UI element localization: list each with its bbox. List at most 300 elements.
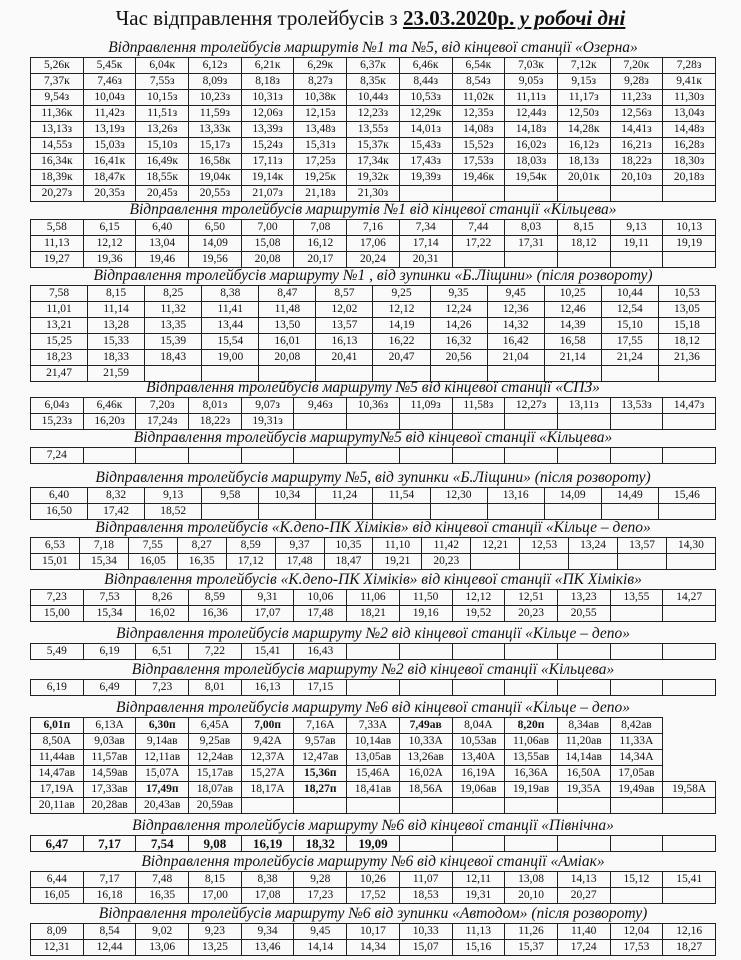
departure-time-cell: 19,27	[31, 252, 84, 268]
departure-time-cell: 19,19ав	[505, 782, 558, 798]
departure-time-cell: 16,49к	[136, 154, 189, 170]
departure-time-cell: 11,40	[557, 924, 610, 940]
departure-time-cell: 10,35	[324, 538, 373, 554]
departure-time-cell: 11,44ав	[31, 750, 84, 766]
table-row	[31, 302, 716, 318]
departure-time-cell: 15,17з	[189, 138, 242, 154]
departure-time-cell: 15,34	[83, 606, 136, 622]
departure-time-cell: 12,44з	[505, 106, 558, 122]
departure-time-cell: 17,08	[241, 888, 294, 904]
departure-time-cell: 20,35з	[83, 186, 136, 202]
departure-time-cell: 12,02	[316, 302, 373, 318]
departure-time-cell: 17,05ав	[610, 766, 663, 782]
departure-time-cell: 8,57	[316, 286, 373, 302]
departure-time-cell: 20,41	[316, 350, 373, 366]
departure-time-cell: 20,27з	[31, 186, 84, 202]
departure-time-cell: 8,25	[145, 286, 202, 302]
departure-time-cell: 15,46	[658, 488, 715, 504]
departure-time-cell: 19,09	[347, 836, 400, 852]
section-heading: Відправлення тролейбусів маршруту №2 від кінцевої станції «Кільцева»	[131, 661, 615, 678]
departure-time-cell: 21,18з	[294, 186, 347, 202]
table-row	[31, 154, 716, 170]
departure-time-cell: 14,47з	[663, 398, 716, 414]
departure-time-cell: 13,50	[259, 318, 316, 334]
departure-time-cell: 17,07	[241, 606, 294, 622]
departure-time-cell: 6,44	[31, 872, 84, 888]
departure-time-cell: 19,06ав	[452, 782, 505, 798]
departure-time-cell: 18,30з	[663, 154, 716, 170]
departure-time-cell: 10,04з	[83, 90, 136, 106]
departure-time-cell: 10,53ав	[452, 734, 505, 750]
departure-time-cell: 11,07	[399, 872, 452, 888]
section-heading: Відправлення тролейбусів маршруту №1 , від зупинки «Б.Ліщини» (після розвороту)	[93, 267, 653, 284]
departure-time-cell: 6,40	[136, 220, 189, 236]
departure-time-cell: 8,44з	[399, 74, 452, 90]
schedule-section	[30, 200, 716, 268]
schedule-section	[30, 38, 716, 202]
departure-time-cell: 20,01к	[557, 170, 610, 186]
table-row	[31, 782, 716, 798]
departure-time-cell: 17,23	[294, 888, 347, 904]
departure-time-cell: 17,49п	[136, 782, 189, 798]
departure-time-cell: 21,36	[658, 350, 715, 366]
departure-time-cell: 21,04	[487, 350, 544, 366]
departure-time-cell	[399, 798, 452, 814]
departure-time-cell: 14,39	[544, 318, 601, 334]
departure-time-cell: 6,51	[136, 644, 189, 660]
departure-time-cell: 10,44з	[347, 90, 400, 106]
departure-time-cell: 13,04	[136, 236, 189, 252]
schedule-section	[30, 266, 716, 382]
departure-time-cell: 10,36з	[347, 398, 400, 414]
departure-time-cell: 13,57	[618, 538, 667, 554]
departure-time-cell: 7,17	[83, 872, 136, 888]
departure-time-cell	[505, 448, 558, 464]
table-row	[31, 734, 716, 750]
departure-time-cell: 10,23з	[189, 90, 242, 106]
departure-time-cell: 16,50	[31, 504, 88, 520]
departure-time-cell: 18,17А	[241, 782, 294, 798]
departure-time-cell: 15,34	[79, 554, 128, 570]
table-row	[31, 538, 716, 554]
departure-table	[30, 835, 716, 852]
departure-time-cell: 14,49	[601, 488, 658, 504]
departure-time-cell: 6,21к	[241, 58, 294, 74]
departure-time-cell: 10,06	[294, 590, 347, 606]
departure-time-cell: 13,55з	[347, 122, 400, 138]
departure-time-cell: 8,15	[557, 220, 610, 236]
departure-time-cell: 15,00	[31, 606, 84, 622]
departure-time-cell	[557, 836, 610, 852]
departure-time-cell: 11,36к	[31, 106, 84, 122]
departure-time-cell: 16,12	[294, 236, 347, 252]
departure-time-cell: 12,16	[663, 924, 716, 940]
departure-time-cell	[557, 680, 610, 696]
departure-time-cell: 11,13	[452, 924, 505, 940]
departure-time-cell: 14,19	[373, 318, 430, 334]
departure-time-cell: 9,28з	[610, 74, 663, 90]
departure-time-cell: 6,46к	[399, 58, 452, 74]
departure-time-cell: 18,47к	[83, 170, 136, 186]
departure-time-cell: 20,17	[294, 252, 347, 268]
departure-time-cell: 16,32	[430, 334, 487, 350]
departure-time-cell: 7,46з	[83, 74, 136, 90]
departure-time-cell: 7,48	[136, 872, 189, 888]
departure-time-cell	[452, 680, 505, 696]
departure-time-cell: 15,31з	[294, 138, 347, 154]
departure-time-cell: 7,23	[31, 590, 84, 606]
departure-time-cell: 9,35	[430, 286, 487, 302]
departure-time-cell: 6,19	[83, 644, 136, 660]
departure-time-cell: 15,25	[31, 334, 88, 350]
departure-time-cell: 19,19	[663, 236, 716, 252]
departure-time-cell: 14,14ав	[557, 750, 610, 766]
section-heading: Відправлення тролейбусів маршруту №6 від кінцевої станції «Кільце – депо»	[116, 699, 630, 716]
departure-time-cell: 13,08	[505, 872, 558, 888]
departure-time-cell: 8,27	[177, 538, 226, 554]
departure-time-cell: 13,35	[145, 318, 202, 334]
departure-time-cell: 18,53	[399, 888, 452, 904]
departure-time-cell: 11,51з	[136, 106, 189, 122]
departure-time-cell: 18,43	[145, 350, 202, 366]
departure-time-cell: 20,55	[557, 606, 610, 622]
departure-time-cell: 19,16	[399, 606, 452, 622]
title-suffix: у робочі дні	[514, 6, 626, 30]
departure-time-cell: 16,42	[487, 334, 544, 350]
departure-time-cell: 12,50з	[557, 106, 610, 122]
departure-time-cell	[610, 836, 663, 852]
departure-time-cell: 21,07з	[241, 186, 294, 202]
departure-time-cell: 15,24з	[241, 138, 294, 154]
departure-time-cell: 17,14	[399, 236, 452, 252]
departure-time-cell: 13,48з	[294, 122, 347, 138]
departure-time-cell: 8,38	[202, 286, 259, 302]
departure-time-cell: 13,13з	[31, 122, 84, 138]
departure-time-cell: 14,32	[487, 318, 544, 334]
schedule-section	[30, 698, 716, 814]
departure-time-cell: 6,37к	[347, 58, 400, 74]
table-row	[31, 318, 716, 334]
departure-time-cell: 9,46з	[294, 398, 347, 414]
departure-time-cell: 18,56А	[399, 782, 452, 798]
table-row	[31, 836, 716, 852]
departure-time-cell	[557, 644, 610, 660]
departure-time-cell: 9,14ав	[136, 734, 189, 750]
departure-time-cell: 15,37к	[347, 138, 400, 154]
departure-time-cell: 13,39з	[241, 122, 294, 138]
departure-time-cell: 8,15	[189, 872, 242, 888]
departure-time-cell: 9,08	[189, 836, 242, 852]
departure-time-cell: 19,36	[83, 252, 136, 268]
departure-time-cell	[520, 554, 569, 570]
table-row	[31, 766, 716, 782]
table-row	[31, 398, 716, 414]
departure-time-cell: 8,20п	[505, 718, 558, 734]
departure-time-cell: 18,33	[88, 350, 145, 366]
departure-time-cell: 18,13з	[557, 154, 610, 170]
departure-time-cell	[452, 644, 505, 660]
departure-time-cell: 16,50А	[557, 766, 610, 782]
departure-time-cell: 13,23	[557, 590, 610, 606]
departure-time-cell: 20,18з	[663, 170, 716, 186]
departure-time-cell: 8,59	[189, 590, 242, 606]
table-row	[31, 122, 716, 138]
departure-time-cell: 18,39к	[31, 170, 84, 186]
departure-time-cell: 7,37к	[31, 74, 84, 90]
departure-time-cell: 19,46к	[452, 170, 505, 186]
departure-time-cell: 9,25	[373, 286, 430, 302]
departure-time-cell	[505, 836, 558, 852]
departure-time-cell: 19,56	[189, 252, 242, 268]
page-title	[0, 6, 741, 31]
table-row	[31, 74, 716, 90]
departure-time-cell: 10,33	[399, 924, 452, 940]
section-heading: Відправлення тролейбусів маршруту №5 від кінцевої станції «СПЗ»	[146, 379, 600, 396]
departure-time-cell: 18,07ав	[189, 782, 242, 798]
departure-time-cell: 15,03з	[83, 138, 136, 154]
departure-time-cell: 19,31з	[241, 414, 294, 430]
departure-time-cell: 8,50А	[31, 734, 84, 750]
departure-time-cell	[610, 680, 663, 696]
departure-time-cell: 7,55	[128, 538, 177, 554]
departure-time-cell: 19,11	[610, 236, 663, 252]
departure-time-cell: 9,23	[189, 924, 242, 940]
departure-time-cell: 13,46	[241, 940, 294, 956]
departure-time-cell: 7,28з	[663, 58, 716, 74]
departure-time-cell: 16,02А	[399, 766, 452, 782]
departure-time-cell: 16,41к	[83, 154, 136, 170]
departure-time-cell: 20,23	[422, 554, 471, 570]
departure-time-cell: 17,22	[452, 236, 505, 252]
departure-time-cell: 6,30п	[136, 718, 189, 734]
departure-time-cell: 11,30з	[663, 90, 716, 106]
departure-time-cell	[452, 448, 505, 464]
section-heading: Відправлення тролейбусів маршрутів №1 та №5, від кінцевої станції «Озерна»	[108, 39, 638, 56]
table-row	[31, 236, 716, 252]
departure-time-cell: 6,54к	[452, 58, 505, 74]
departure-time-cell: 18,21	[347, 606, 400, 622]
departure-time-cell: 11,33А	[610, 734, 663, 750]
departure-time-cell: 9,37	[275, 538, 324, 554]
departure-time-cell: 11,48	[259, 302, 316, 318]
departure-time-cell: 12,27з	[505, 398, 558, 414]
departure-time-cell: 13,06	[136, 940, 189, 956]
departure-table	[30, 871, 716, 904]
departure-time-cell: 12,51	[505, 590, 558, 606]
departure-time-cell	[399, 680, 452, 696]
departure-time-cell: 13,26з	[136, 122, 189, 138]
departure-time-cell: 17,15	[294, 680, 347, 696]
departure-time-cell: 6,47	[31, 836, 84, 852]
departure-time-cell: 12,21	[471, 538, 520, 554]
departure-time-cell: 12,11ав	[136, 750, 189, 766]
departure-time-cell	[347, 448, 400, 464]
section-heading: Відправлення тролейбусів маршруту №6 від кінцевої станції «Північна»	[132, 817, 614, 834]
departure-time-cell: 15,07А	[136, 766, 189, 782]
departure-time-cell: 16,13	[316, 334, 373, 350]
departure-time-cell: 8,27з	[294, 74, 347, 90]
table-row	[31, 750, 716, 766]
schedule-section	[30, 468, 716, 520]
departure-time-cell: 20,10з	[610, 170, 663, 186]
departure-time-cell: 16,18	[83, 888, 136, 904]
departure-time-cell: 16,12з	[557, 138, 610, 154]
departure-time-cell: 15,41	[241, 644, 294, 660]
departure-time-cell: 8,01з	[189, 398, 242, 414]
departure-time-cell: 11,01	[31, 302, 88, 318]
departure-time-cell: 14,26	[430, 318, 487, 334]
table-row	[31, 872, 716, 888]
departure-time-cell: 15,10	[601, 318, 658, 334]
departure-time-cell: 19,39з	[399, 170, 452, 186]
title-date: 23.03.2020р.	[402, 6, 515, 30]
departure-table	[30, 57, 716, 202]
table-row	[31, 220, 716, 236]
departure-time-cell: 5,26к	[31, 58, 84, 74]
departure-time-cell: 8,01	[189, 680, 242, 696]
departure-time-cell: 7,34	[399, 220, 452, 236]
departure-time-cell: 9,07з	[241, 398, 294, 414]
table-row	[31, 286, 716, 302]
departure-time-cell: 17,55	[601, 334, 658, 350]
departure-time-cell: 12,44	[83, 940, 136, 956]
departure-time-cell: 12,56з	[610, 106, 663, 122]
departure-time-cell: 12,36	[487, 302, 544, 318]
departure-time-cell	[347, 680, 400, 696]
table-row	[31, 590, 716, 606]
departure-time-cell: 18,27	[663, 940, 716, 956]
departure-time-cell: 13,55	[610, 590, 663, 606]
section-heading: Відправлення тролейбусів маршруту№5 від кінцевої станції «Кільцева»	[133, 429, 613, 446]
departure-time-cell	[569, 554, 618, 570]
departure-time-cell: 17,31	[505, 236, 558, 252]
departure-time-cell: 7,08	[294, 220, 347, 236]
departure-time-cell: 9,41к	[663, 74, 716, 90]
departure-time-cell: 8,35к	[347, 74, 400, 90]
departure-time-cell: 21,30з	[347, 186, 400, 202]
departure-time-cell: 19,35А	[557, 782, 610, 798]
departure-time-cell: 17,06	[347, 236, 400, 252]
departure-time-cell: 13,57	[316, 318, 373, 334]
departure-time-cell: 8,54	[83, 924, 136, 940]
departure-time-cell: 15,27А	[241, 766, 294, 782]
departure-time-cell: 9,54з	[31, 90, 84, 106]
departure-time-cell	[610, 644, 663, 660]
departure-time-cell: 16,02	[136, 606, 189, 622]
departure-time-cell: 13,44	[202, 318, 259, 334]
departure-time-cell: 12,12	[83, 236, 136, 252]
departure-time-cell: 7,54	[136, 836, 189, 852]
departure-time-cell: 13,11з	[557, 398, 610, 414]
departure-time-cell: 17,43з	[399, 154, 452, 170]
departure-time-cell: 12,15з	[294, 106, 347, 122]
departure-time-cell: 20,10	[505, 888, 558, 904]
table-row	[31, 718, 716, 734]
departure-time-cell: 14,14	[294, 940, 347, 956]
table-row	[31, 644, 716, 660]
departure-time-cell: 20,28ав	[83, 798, 136, 814]
departure-time-cell: 9,34	[241, 924, 294, 940]
departure-time-cell: 16,02з	[505, 138, 558, 154]
departure-time-cell: 19,32к	[347, 170, 400, 186]
departure-time-cell: 11,24	[316, 488, 373, 504]
departure-time-cell: 9,58	[202, 488, 259, 504]
departure-time-cell: 16,36	[189, 606, 242, 622]
departure-time-cell: 8,54з	[452, 74, 505, 90]
departure-time-cell: 16,19А	[452, 766, 505, 782]
departure-time-cell: 14,18з	[505, 122, 558, 138]
departure-time-cell: 5,49	[31, 644, 84, 660]
departure-time-cell: 15,33	[88, 334, 145, 350]
departure-time-cell: 11,17з	[557, 90, 610, 106]
departure-time-cell: 18,22з	[189, 414, 242, 430]
departure-time-cell: 18,52	[145, 504, 202, 520]
departure-time-cell: 21,14	[544, 350, 601, 366]
departure-time-cell: 10,17	[347, 924, 400, 940]
departure-time-cell: 20,11ав	[31, 798, 84, 814]
departure-time-cell: 6,01п	[31, 718, 84, 734]
departure-time-cell: 10,26	[347, 872, 400, 888]
departure-time-cell: 11,20ав	[557, 734, 610, 750]
departure-time-cell: 13,05ав	[347, 750, 400, 766]
departure-time-cell: 11,58з	[452, 398, 505, 414]
departure-time-cell: 14,47ав	[31, 766, 84, 782]
section-heading: Відправлення тролейбусів маршруту №2 від кінцевої станції «Кільце – депо»	[116, 625, 630, 642]
departure-time-cell: 9,03ав	[83, 734, 136, 750]
departure-time-cell: 18,41ав	[347, 782, 400, 798]
departure-time-cell: 13,21	[31, 318, 88, 334]
departure-time-cell: 11,10	[373, 538, 422, 554]
departure-time-cell: 10,38к	[294, 90, 347, 106]
departure-time-cell	[471, 554, 520, 570]
departure-time-cell: 16,36А	[505, 766, 558, 782]
departure-time-cell: 11,57ав	[83, 750, 136, 766]
departure-time-cell: 12,24	[430, 302, 487, 318]
departure-time-cell: 14,09	[189, 236, 242, 252]
table-row	[31, 90, 716, 106]
departure-table	[30, 537, 716, 570]
departure-time-cell: 11,23з	[610, 90, 663, 106]
departure-table	[30, 717, 716, 814]
departure-time-cell: 12,06з	[241, 106, 294, 122]
schedule-section	[30, 852, 716, 904]
departure-time-cell: 7,24	[31, 448, 84, 464]
departure-time-cell: 10,34	[259, 488, 316, 504]
departure-time-cell: 17,48	[275, 554, 324, 570]
departure-time-cell: 18,23	[31, 350, 88, 366]
schedule-section	[30, 660, 716, 696]
departure-time-cell: 7,49ав	[399, 718, 452, 734]
departure-time-cell: 15,12	[610, 872, 663, 888]
departure-time-cell: 11,13	[31, 236, 84, 252]
departure-time-cell: 12,29к	[399, 106, 452, 122]
departure-time-cell	[663, 888, 716, 904]
departure-time-cell: 6,46к	[83, 398, 136, 414]
departure-time-cell: 6,04к	[136, 58, 189, 74]
departure-time-cell: 13,19з	[83, 122, 136, 138]
departure-time-cell: 14,55з	[31, 138, 84, 154]
departure-time-cell: 10,31з	[241, 90, 294, 106]
departure-time-cell	[663, 448, 716, 464]
departure-time-cell: 7,17	[83, 836, 136, 852]
departure-time-cell: 18,27п	[294, 782, 347, 798]
departure-time-cell: 15,17ав	[189, 766, 242, 782]
departure-time-cell: 16,22	[373, 334, 430, 350]
departure-time-cell: 15,37	[505, 940, 558, 956]
departure-time-cell: 17,12	[226, 554, 275, 570]
departure-time-cell: 16,34к	[31, 154, 84, 170]
departure-time-cell: 16,35	[177, 554, 226, 570]
